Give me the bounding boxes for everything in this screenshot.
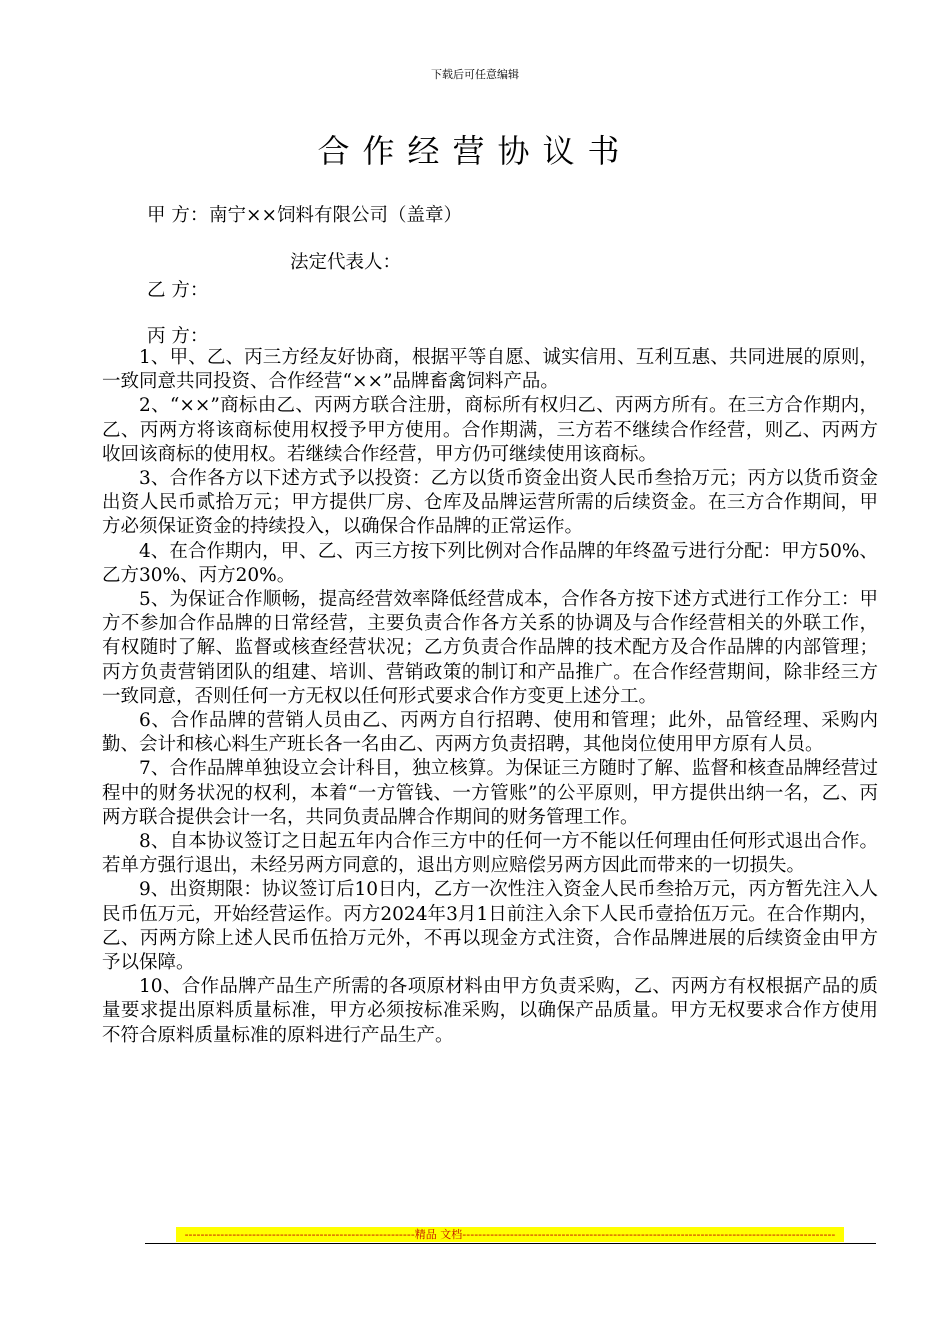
- party-c-line: [147, 322, 209, 348]
- clause-6: 6、合作品牌的营销人员由乙、丙两方自行招聘、使用和管理；此外，品管经理、采购内勤、会计和核心料生产班长各一名由乙、丙两方负责招聘，其他岗位使用甲方原有人员。: [102, 710, 878, 756]
- clause-1: 1、甲、乙、丙三方经友好协商，根据平等自愿、诚实信用、互利互惠、共同进展的原则，一致同意共同投资、合作经营“××”品牌畜禽饲料产品。: [102, 347, 878, 393]
- agreement-clauses: [102, 346, 878, 1048]
- clause-7: 7、合作品牌单独设立会计科目，独立核算。为保证三方随时了解、监督和核查品牌经营过程中的财务状况的权利，本着“一方管钱、一方管账”的公平原则，甲方提供出纳一名，乙、丙两方联合提供会计一名，共同负责品牌合作期间的财务管理工作。: [102, 758, 878, 828]
- clause-2: 2、“××”商标由乙、丙两方联合注册，商标所有权归乙、丙两方所有。在三方合作期内，乙、丙两方将该商标使用权授予甲方使用。合作期满，三方若不继续合作经营，则乙、丙两方收回该商标的使用权。若继续合作经营，甲方仍可继续使用该商标。: [102, 395, 878, 465]
- footer-divider: [145, 1243, 876, 1244]
- clause-10: 10、合作品牌产品生产所需的各项原材料由甲方负责采购，乙、丙两方有权根据产品的质量要求提出原料质量标准，甲方必须按标准采购，以确保产品质量。甲方无权要求合作方使用不符合原料质量标准的原料进行产品生产。: [102, 976, 878, 1046]
- document-title: 合作经营协议书: [317, 132, 633, 170]
- header-note: 下载后可任意编辑: [431, 68, 519, 81]
- party-a-value: 南宁××饲料有限公司（盖章）: [209, 205, 463, 226]
- clause-3: 3、合作各方以下述方式予以投资：乙方以货币资金出资人民币叁拾万元；丙方以货币资金出资人民币贰拾万元；甲方提供厂房、仓库及品牌运营所需的后续资金。在三方合作期间，甲方必须保证资金的持续投入，以确保合作品牌的正常运作。: [102, 468, 878, 538]
- party-a-label: 甲 方：: [147, 205, 209, 226]
- party-b-line: [147, 276, 209, 302]
- party-a-line: [147, 201, 462, 227]
- clause-8: 8、自本协议签订之日起五年内合作三方中的任何一方不能以任何理由任何形式退出合作。若单方强行退出，未经另两方同意的，退出方则应赔偿另两方因此而带来的一切损失。: [102, 831, 878, 877]
- clause-5: 5、为保证合作顺畅，提高经营效率降低经营成本，合作各方按下述方式进行工作分工：甲方不参加合作品牌的日常经营，主要负责合作各方关系的协调及与合作经营相关的外联工作，有权随时了解、监督或核查经营状况；乙方负责合作品牌的技术配方及合作品牌的内部管理；丙方负责营销团队的组建、培训、营销政策的制订和产品推广。在合作经营期间，除非经三方一致同意，否则任何一方无权以任何形式要求合作方变更上述分工。: [102, 589, 878, 707]
- footer-banner: ----------------------------------------------------------精品 文档----------------------------------------------------------------------------------------------: [176, 1227, 844, 1242]
- clause-4: 4、在合作期内，甲、乙、丙三方按下列比例对合作品牌的年终盈亏进行分配：甲方50%、乙方30%、丙方20%。: [102, 540, 878, 586]
- legal-representative-label: 法定代表人：: [290, 252, 402, 273]
- clause-9: 9、出资期限：协议签订后10日内，乙方一次性注入资金人民币叁拾万元，丙方暂先注入人民币伍万元，开始经营运作。丙方2024年3月1日前注入余下人民币壹拾伍万元。在合作期内，乙、丙两方除上述人民币伍拾万元外，不再以现金方式注资，合作品牌进展的后续资金由甲方予以保障。: [102, 879, 878, 974]
- party-c-label: 丙 方：: [147, 326, 209, 347]
- party-b-label: 乙 方：: [147, 280, 209, 301]
